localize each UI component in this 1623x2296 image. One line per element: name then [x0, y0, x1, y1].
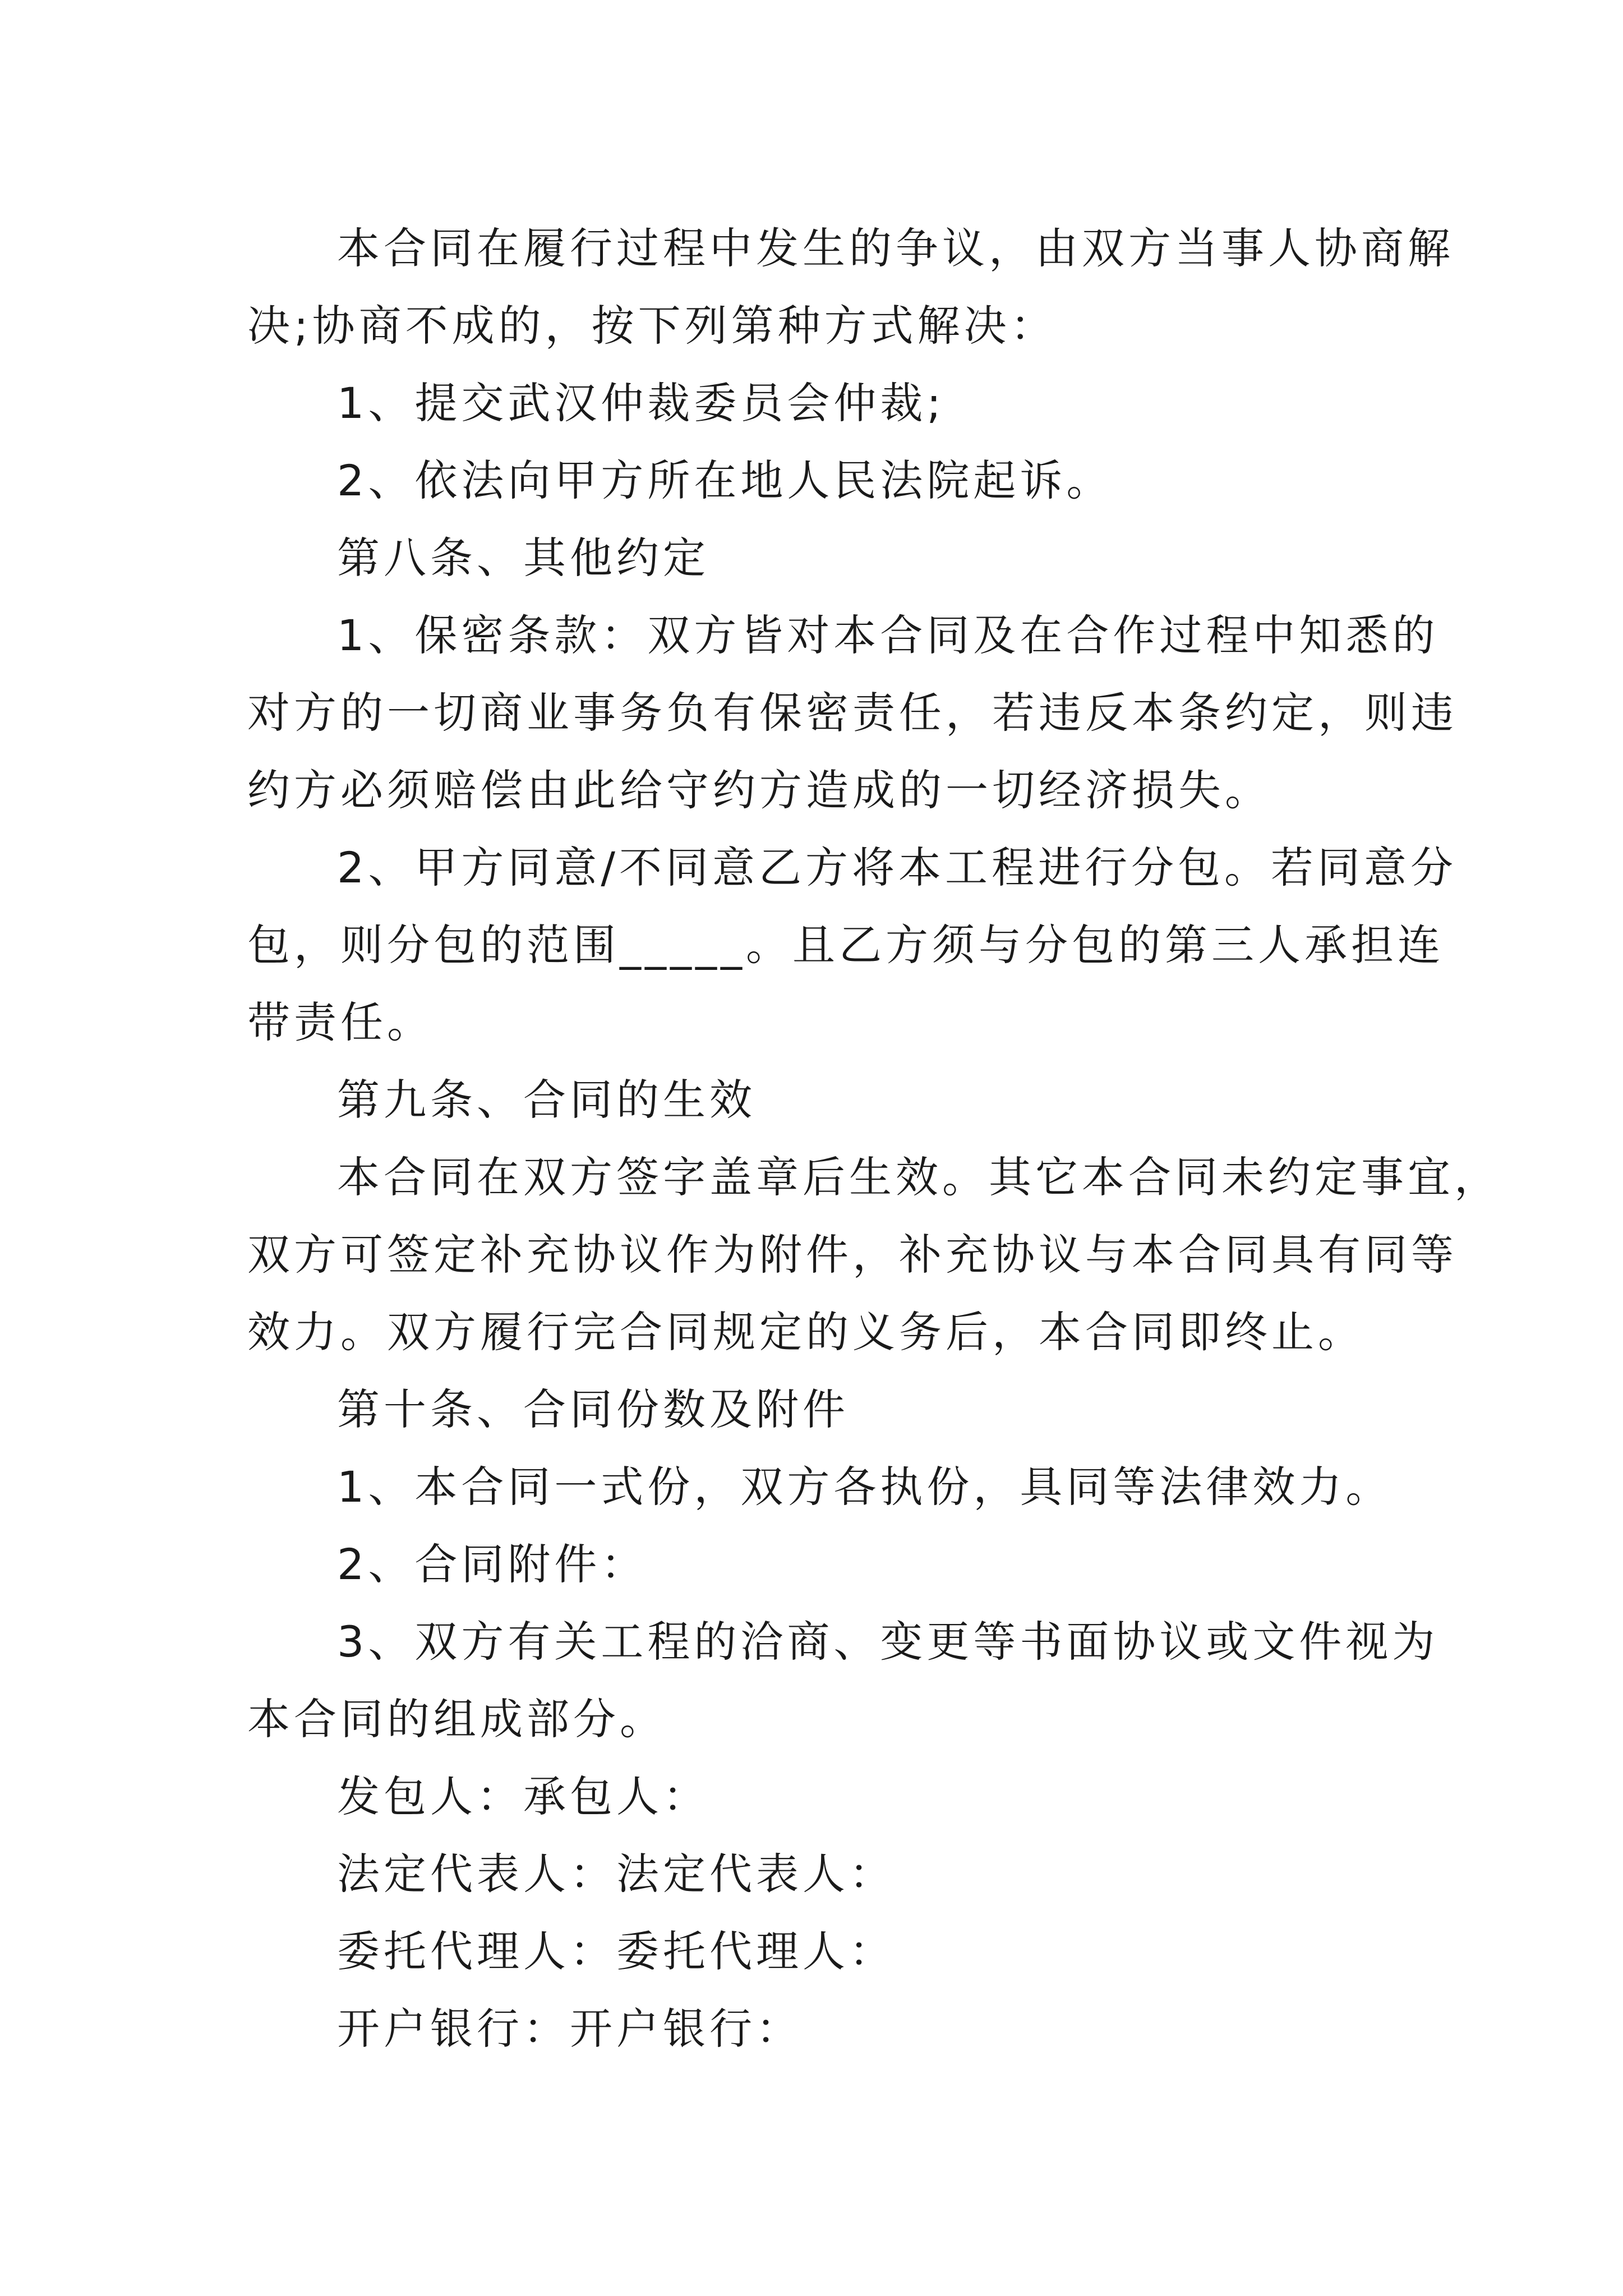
signature-legal-representative: 法定代表人：法定代表人： — [337, 1849, 896, 1899]
article-8-item-1: 1、保密条款：双方皆对本合同及在合作过程中知悉的 — [337, 610, 1439, 660]
signature-authorized-agent: 委托代理人：委托代理人： — [337, 1926, 896, 1976]
article-9-paragraph-cont-1: 双方可签定补充协议作为附件，补充协议与本合同具有同等 — [247, 1230, 1458, 1280]
article-8-item-2: 2、甲方同意/不同意乙方将本工程进行分包。若同意分 — [337, 843, 1457, 892]
signature-issuer-contractor: 发包人：承包人： — [337, 1772, 709, 1821]
article-10-heading: 第十条、合同份数及附件 — [337, 1384, 849, 1434]
article-8-heading: 第八条、其他约定 — [337, 533, 709, 583]
article-8-item-2-cont-1: 包，则分包的范围_____。且乙方须与分包的第三人承担连 — [247, 920, 1444, 970]
article-10-item-3-cont: 本合同的组成部分。 — [247, 1694, 666, 1744]
article-10-item-3: 3、双方有关工程的洽商、变更等书面协议或文件视为 — [337, 1617, 1439, 1667]
signature-bank: 开户银行：开户银行： — [337, 2004, 803, 2054]
article-10-item-1: 1、本合同一式份，双方各执份，具同等法律效力。 — [337, 1462, 1393, 1512]
article-8-item-1-cont-1: 对方的一切商业事务负有保密责任，若违反本条约定，则违 — [247, 688, 1458, 738]
paragraph-dispute-resolution-cont: 决;协商不成的，按下列第种方式解决： — [247, 301, 1057, 351]
article-8-item-1-cont-2: 约方必须赔偿由此给守约方造成的一切经济损失。 — [247, 765, 1271, 815]
article-9-paragraph: 本合同在双方签字盖章后生效。其它本合同未约定事宜， — [337, 1152, 1501, 1202]
document-body — [247, 210, 1501, 2068]
list-item-lawsuit: 2、依法向甲方所在地人民法院起诉。 — [337, 455, 1113, 505]
article-9-heading: 第九条、合同的生效 — [337, 1075, 756, 1125]
list-item-arbitration: 1、提交武汉仲裁委员会仲裁; — [337, 378, 945, 428]
article-10-item-2: 2、合同附件： — [337, 1539, 648, 1589]
paragraph-dispute-resolution: 本合同在履行过程中发生的争议，由双方当事人协商解 — [337, 223, 1454, 273]
article-9-paragraph-cont-2: 效力。双方履行完合同规定的义务后，本合同即终止。 — [247, 1307, 1364, 1357]
article-8-item-2-cont-2: 带责任。 — [247, 997, 434, 1047]
